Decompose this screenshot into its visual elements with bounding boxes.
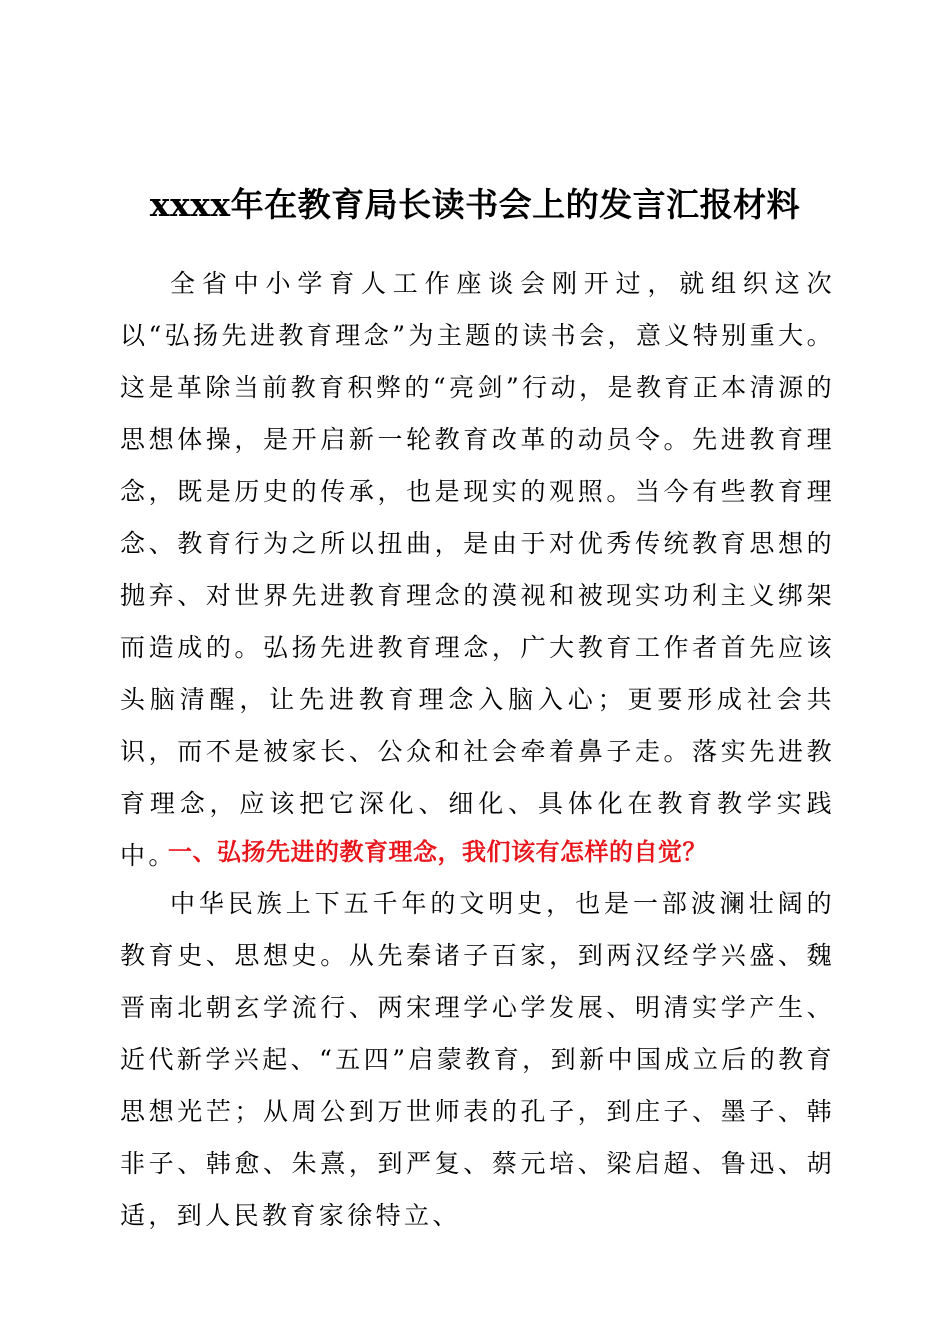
section-paragraph: 中华民族上下五千年的文明史，也是一部波澜壮阔的教育史、思想史。从先秦诸子百家，到两汉经学兴盛、魏晋南北朝玄学流行、两宋理学心学发展、明清实学产生、近代新学兴起、“五四”启蒙教育，到新中国成立后的教育思想光芒；从周公到万世师表的孔子，到庄子、墨子、韩非子、韩愈、朱熹，到严复、蔡元培、梁启超、鲁迅、胡适，到人民教育家徐特立、 xyxy=(120,889,835,1230)
intro-paragraph: 全省中小学育人工作座谈会刚开过，就组织这次以“弘扬先进教育理念”为主题的读书会，意义特别重大。这是革除当前教育积弊的“亮剑”行动，是教育正本清源的思想体操，是开启新一轮教育改革的动员令。先进教育理念，既是历史的传承，也是现实的观照。当今有些教育理念、教育行为之所以扭曲，是由于对优秀传统教育思想的抛弃、对世界先进教育理念的漠视和被现实功利主义绑架而造成的。弘扬先进教育理念，广大教育工作者首先应该头脑清醒，让先进教育理念入脑入心；更要形成社会共识，而不是被家长、公众和社会牵着鼻子走。落实先进教育理念，应该把它深化、细化、具体化在教育教学实践中。 xyxy=(120,269,835,870)
section-heading: 一、弘扬先进的教育理念，我们该有怎样的自觉？ xyxy=(168,838,707,866)
document-title: xxxx年在教育局长读书会上的发言汇报材料 xyxy=(149,185,801,224)
